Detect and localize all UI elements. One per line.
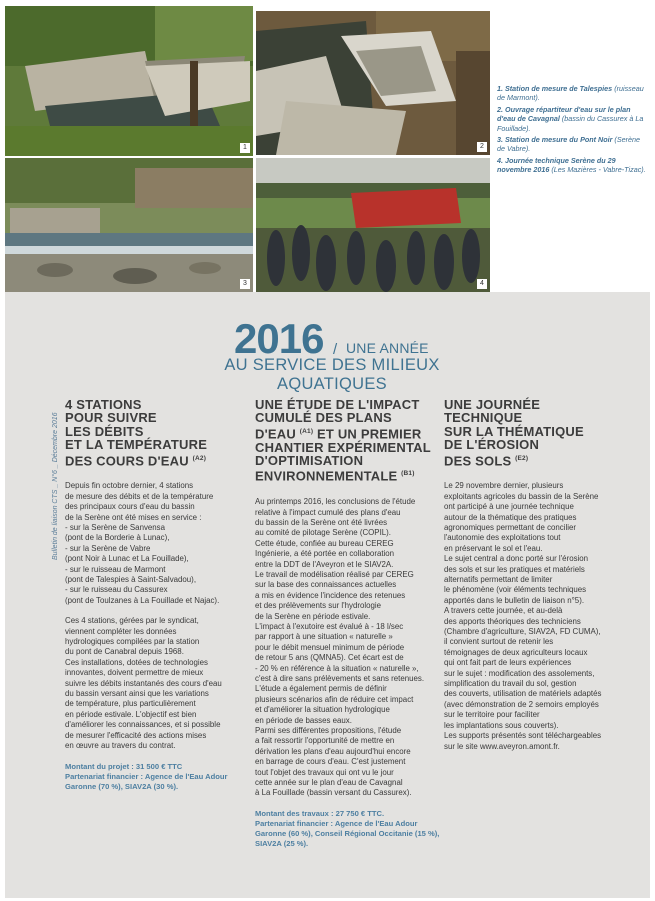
column-3-para-1 xyxy=(444,481,634,752)
text-line: Montant du projet : 31 500 € TTC xyxy=(65,761,183,771)
text-line: des principaux cours d'eau du bassin xyxy=(65,502,195,512)
title-separator: / xyxy=(333,341,338,358)
text-line: (avec démonstration de 2 semoirs employés xyxy=(444,699,599,709)
text-line: sur la base des connaissances actuelles xyxy=(255,580,397,590)
column-1-para-2 xyxy=(65,616,240,751)
text-line: 4. Journée technique Serène du 29 novembre 2016 xyxy=(497,155,616,175)
text-line: sur le territoire pour faciliter xyxy=(444,710,540,720)
text-line: (pont de la Borderie à Lunac), xyxy=(65,533,170,543)
text-line: l'autonomie des exploitations tout xyxy=(444,533,561,543)
text-line: UNE JOURNÉE xyxy=(444,397,541,412)
text-line: les implantations sous couverts). xyxy=(444,720,559,730)
column-journee-technique xyxy=(444,398,634,762)
text-line: qui ont fait part de leurs expériences xyxy=(444,658,572,668)
text-line: L'impact à l'exutoire est évalué à - 18 l/sec xyxy=(255,621,404,631)
text-line: (Chambre d'agriculture, SIAV2A, FD CUMA), xyxy=(444,627,601,637)
bulletin-side-note: Bulletin de liaison CTS _ N°6 _ Décembre 2016 xyxy=(52,412,59,560)
text-line: témoignages de deux agriculteurs locaux xyxy=(444,647,588,657)
text-line: dérivation les plans d'eau aujourd'hui encore xyxy=(255,746,411,756)
text-line: agronomiques permettant de concilier xyxy=(444,522,577,532)
text-line: c'est à dire sans prélèvements et sans retenues. xyxy=(255,674,425,683)
column-2-funding xyxy=(255,808,440,849)
text-line: - sur la Serène de Sanvensa xyxy=(65,522,166,532)
text-line: Ingénierie, a été portée en collaboration xyxy=(255,549,395,559)
column-2-body xyxy=(255,497,440,849)
text-line: - 20 % en référence à la situation « naturelle », xyxy=(255,663,419,673)
photo-2-image xyxy=(256,11,490,155)
text-line: Le travail de modélisation réalisé par CEREG xyxy=(255,569,414,579)
photo-number: 4 xyxy=(477,279,487,289)
text-line: - sur le ruisseau de Marmont xyxy=(65,564,166,574)
text-line: exploitants agricoles du bassin de la Serène xyxy=(444,491,599,501)
title-line-1: UNE ANNÉE xyxy=(346,340,429,356)
text-line: Parmi ses différentes propositions, l'étude xyxy=(255,726,402,736)
text-line: suivre les débits instantanés des cours d'eau xyxy=(65,678,222,688)
text-line: de la Serène en période estivale. xyxy=(255,611,371,621)
text-line: au comité de pilotage Serène (COPIL). xyxy=(255,528,391,538)
text-line: (pont Noir à Lunac et La Fouillade), xyxy=(65,554,189,564)
text-line: Depuis fin octobre dernier, 4 stations xyxy=(65,481,194,491)
photo-journee-technique xyxy=(256,158,490,292)
text-line: (pont de Talespies à Saint-Salvadou), xyxy=(65,575,197,585)
text-line: TECHNIQUE xyxy=(444,410,523,426)
text-line: L'étude a également permis de définir xyxy=(255,684,387,694)
photo-number: 1 xyxy=(240,143,250,153)
photo-3-image xyxy=(5,158,253,292)
text-line: 4 STATIONS xyxy=(65,397,142,412)
column-1-body xyxy=(65,481,240,791)
text-line: LES DÉBITS xyxy=(65,423,144,439)
text-line: sur le site www.aveyron.amont.fr. xyxy=(444,741,560,751)
text-line: entre la DDT de l'Aveyron et le SIAV2A. xyxy=(255,559,394,569)
text-line: pour le débit mensuel minimum de période xyxy=(255,642,405,652)
text-line: le phénomène (voir éléments techniques xyxy=(444,585,587,595)
text-line: des apports théoriques des techniciens xyxy=(444,616,581,626)
text-line: ET LA TEMPÉRATURE xyxy=(65,437,208,453)
column-stations xyxy=(65,398,240,792)
text-line: en barrage de cours d'eau. C'est justement xyxy=(255,757,406,767)
text-line: (ruisseau de Marmont). xyxy=(497,84,644,103)
text-line: Au printemps 2016, les conclusions de l'étude xyxy=(255,497,416,507)
text-line: de retour 5 ans (QMNA5). Cet écart est de xyxy=(255,653,404,663)
text-line: CHANTIER EXPÉRIMENTAL xyxy=(255,439,431,455)
text-line: (Serène de Vabre). xyxy=(497,135,640,154)
photo-ouvrage-cavagnal xyxy=(256,11,490,155)
caption-4 xyxy=(497,156,647,175)
text-line: Le sujet central a donc porté sur l'érosion xyxy=(444,554,589,564)
text-line: à La Fouillade (bassin versant du Cassurex). xyxy=(255,788,412,798)
text-line: d'améliorer les connaissances, et si possible xyxy=(65,720,221,730)
text-line: Partenariat financier : Agence de l'Eau Adour xyxy=(65,771,228,781)
text-line: tout l'objet des travaux qui ont vu le jour xyxy=(255,767,394,777)
text-line: il convient surtout de retenir les xyxy=(444,637,554,647)
text-line: en période de basses eaux. xyxy=(255,715,352,725)
text-line: ET UN PREMIER xyxy=(317,426,422,442)
text-line: a fait ressortir l'opportunité de mettre en xyxy=(255,736,395,746)
text-line: (B1) xyxy=(401,470,415,478)
title-line-2: AU SERVICE DES MILIEUX AQUATIQUES xyxy=(224,356,440,393)
column-1-funding xyxy=(65,762,240,792)
text-line: Ces 4 stations, gérées par le syndicat, xyxy=(65,616,199,626)
column-2-para-1 xyxy=(255,497,435,799)
text-line: A travers cette journée, et au-delà xyxy=(444,606,563,616)
photo-number: 2 xyxy=(477,142,487,152)
text-line: apportés dans le bulletin de liaison n°5). xyxy=(444,595,585,605)
text-line: Les supports présentés sont téléchargeables xyxy=(444,731,602,741)
text-line: du bassin de la Serène ont été livrées xyxy=(255,517,388,527)
text-line: viennent compléter les données xyxy=(65,626,177,636)
text-line: a mis en évidence l'incidence des retenues xyxy=(255,590,406,600)
photo-captions xyxy=(497,84,647,177)
text-line: en période estivale. L'objectif est bien xyxy=(65,709,197,719)
text-line: Ces installations, dotées de technologies xyxy=(65,657,208,667)
text-line: POUR SUIVRE xyxy=(65,410,157,426)
column-etude-impact xyxy=(255,397,440,849)
text-line: ENVIRONNEMENTALE xyxy=(255,468,398,484)
text-line: hydrologiques compilées par la station xyxy=(65,637,200,647)
text-line: du pont de Canabral depuis 1968. xyxy=(65,647,184,657)
text-line: UNE ÉTUDE DE L'IMPACT xyxy=(255,397,420,412)
text-line: SUR LA THÉMATIQUE xyxy=(444,423,584,439)
text-line: cette année sur le plan d'eau de Cavagnal xyxy=(255,778,403,788)
text-line: (bassin du Cassurex à La Fouillade). xyxy=(497,114,644,133)
text-line: 2. Ouvrage répartiteur d'eau sur le plan d'eau de Cavagnal xyxy=(497,104,631,124)
column-3-body xyxy=(444,481,634,752)
caption-1 xyxy=(497,84,647,103)
text-line: innovantes, doivent permettre de mieux xyxy=(65,668,204,678)
text-line: Cette étude, confiée au bureau CEREG xyxy=(255,538,394,548)
text-line: (A1) xyxy=(299,427,314,435)
text-line: (pont de Toulzanes à La Fouillade et Najac). xyxy=(65,595,220,605)
section-year: 2016 xyxy=(234,315,324,362)
text-line: des sols et sur les pratiques et matériels xyxy=(444,564,585,574)
text-line: DES COURS D'EAU xyxy=(65,452,189,468)
text-line: 3. Station de mesure du Pont Noir xyxy=(497,135,613,145)
photo-1-image xyxy=(5,6,253,156)
photo-number: 3 xyxy=(240,279,250,289)
text-line: - sur la Serène de Vabre xyxy=(65,543,151,553)
column-1-para-1 xyxy=(65,481,240,606)
text-line: (Les Mazières - Vabre-Tizac). xyxy=(551,165,646,175)
photo-station-talespies xyxy=(5,6,253,156)
photo-station-pont-noir xyxy=(5,158,253,292)
column-1-heading xyxy=(65,398,240,467)
text-line: Garonne (60 %), Conseil Régional Occitanie (15 %), xyxy=(255,828,440,838)
text-line: SIAV2A (25 %). xyxy=(255,838,309,848)
text-line: et des prélèvements sur l'hydrologie xyxy=(255,601,382,611)
text-line: plusieurs scénarios afin de réduire cet impact xyxy=(255,694,414,704)
text-line: sur le sujet : modification des assolements, xyxy=(444,668,595,678)
text-line: D'EAU xyxy=(255,426,296,442)
text-line: de mesure des débits et de la température xyxy=(65,491,214,501)
text-line: en œuvre au travers du contrat. xyxy=(65,741,176,751)
text-line: autour de la thématique des pratiques xyxy=(444,512,577,522)
text-line: (A2) xyxy=(192,454,207,462)
caption-3 xyxy=(497,135,647,154)
text-line: D'OPTIMISATION xyxy=(255,452,364,468)
text-line: (E2) xyxy=(515,454,529,462)
text-line: et d'améliorer la situation hydrologique xyxy=(255,705,390,715)
column-2-heading xyxy=(255,398,435,483)
caption-2 xyxy=(497,105,647,133)
text-line: des couverts, utilisation de matériels adaptés xyxy=(444,689,602,699)
text-line: 1. Station de mesure de Talespies xyxy=(497,84,613,93)
text-line: de température, plus particulièrement xyxy=(65,699,196,709)
column-3-heading xyxy=(444,398,634,467)
text-line: CUMULÉ DES PLANS xyxy=(255,410,392,426)
text-line: Montant des travaux : 27 750 € TTC. xyxy=(255,808,385,818)
text-line: alternatifs permettant de limiter xyxy=(444,575,553,585)
text-line: par rapport à une situation « naturelle » xyxy=(255,632,393,642)
text-line: DES SOLS xyxy=(444,452,512,468)
text-line: ont participé à une journée technique xyxy=(444,502,574,512)
text-line: simplification du travail du sol, gestion xyxy=(444,679,577,689)
text-line: - sur le ruisseau du Cassurex xyxy=(65,585,168,595)
text-line: Le 29 novembre dernier, plusieurs xyxy=(444,481,564,491)
text-line: de mesurer l'efficacité des actions mises xyxy=(65,730,207,740)
text-line: Partenariat financier : Agence de l'Eau Adour xyxy=(255,818,418,828)
photo-4-image xyxy=(256,158,490,292)
text-line: DE L'ÉROSION xyxy=(444,437,540,453)
text-line: en préservant le sol et l'eau. xyxy=(444,543,543,553)
text-line: de la Serène ont été mises en service : xyxy=(65,512,202,522)
text-line: Garonne (70 %), SIAV2A (30 %). xyxy=(65,781,179,791)
text-line: du bassin versant ainsi que les variations xyxy=(65,689,209,699)
text-line: relative à l'impact cumulé des plans d'eau xyxy=(255,507,401,517)
